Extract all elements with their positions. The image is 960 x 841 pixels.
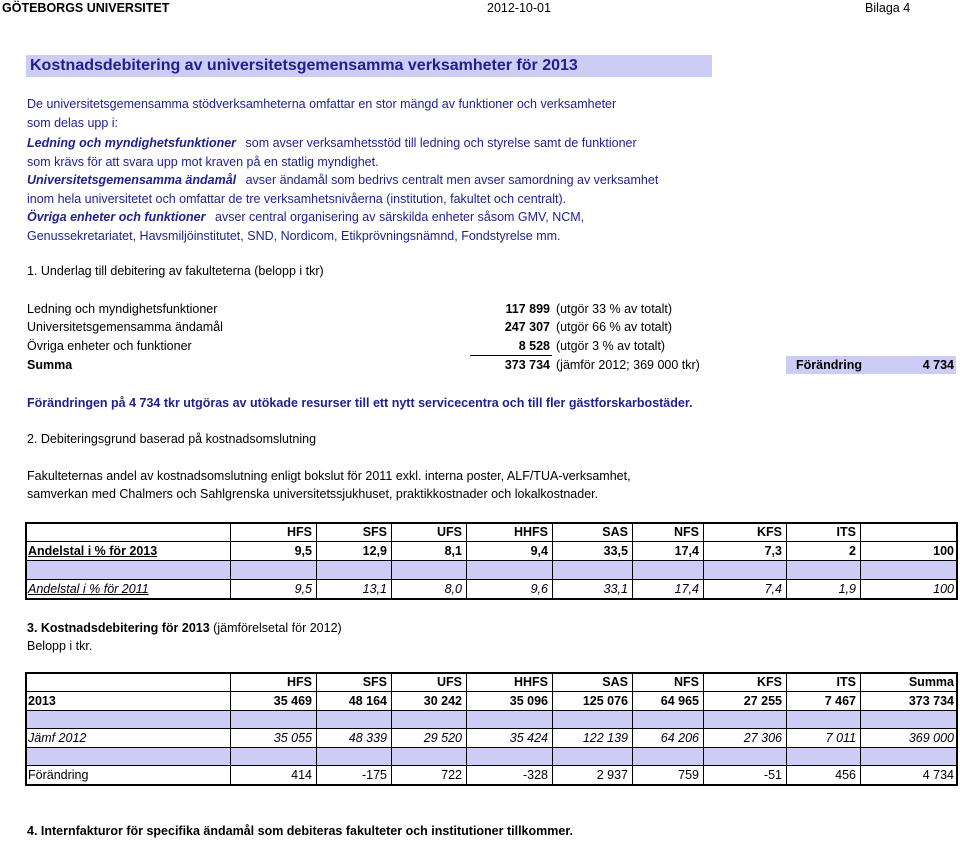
cell: 456 <box>835 768 856 782</box>
univ-paragraph <box>27 173 658 187</box>
cell: 35 469 <box>273 694 312 708</box>
section2-heading: 2. Debiteringsgrund baserad på kostnadsomslutning <box>27 432 317 446</box>
section2-text-2: samverkan med Chalmers och Sahlgrenska universitetssjukhuset, praktikkostnader och lokalkostnader. <box>27 487 599 501</box>
table-divider <box>26 691 957 692</box>
cell: 9,5 <box>294 544 312 558</box>
col-header: Summa <box>908 675 954 689</box>
section1-heading: 1. Underlag till debitering av fakulteterna (belopp i tkr) <box>27 264 324 278</box>
col-header: NFS <box>674 525 699 539</box>
cell: 125 076 <box>582 694 628 708</box>
s1-sum-label: Summa <box>27 358 73 372</box>
col-header: KFS <box>757 525 782 539</box>
intro-line-2: som delas upp i: <box>27 116 119 130</box>
s1-row-label: Övriga enheter och funktioner <box>27 339 192 353</box>
cell: -328 <box>522 768 548 782</box>
cell: 33,1 <box>603 582 628 596</box>
cell: 17,4 <box>674 582 699 596</box>
cell: 7,4 <box>764 582 782 596</box>
col-header: HHFS <box>513 675 548 689</box>
univ-desc-2: inom hela universitetet och omfattar de tre verksamhetsnivåerna (institution, fakultet och centralt). <box>27 192 567 206</box>
col-header: SAS <box>602 525 628 539</box>
cell: 100 <box>933 544 954 558</box>
cell: 4 734 <box>922 768 954 782</box>
cell: 2 <box>849 544 856 558</box>
section4-heading: 4. Internfakturor för specifika ändamål som debiteras fakulteter och institutioner tillkommer. <box>27 824 573 838</box>
cell: 35 055 <box>273 731 312 745</box>
ovriga-paragraph <box>27 210 584 224</box>
table-divider <box>26 579 957 580</box>
cell: 27 306 <box>743 731 782 745</box>
univ-term: Universitetsgemensamma ändamål <box>27 173 237 187</box>
cell: -175 <box>361 768 387 782</box>
cell: 100 <box>933 582 954 596</box>
cell: 64 965 <box>660 694 699 708</box>
s1-row-label: Ledning och myndighetsfunktioner <box>27 302 218 316</box>
univ-desc-1: avser ändamål som bedrivs centralt men avser samordning av verksamhet <box>245 173 659 187</box>
s1-sum-value: 373 734 <box>504 358 550 372</box>
col-header: SFS <box>362 525 387 539</box>
row-label: Jämf 2012 <box>28 731 87 745</box>
s1-row-note: (utgör 3 % av totalt) <box>556 339 666 353</box>
cell: 33,5 <box>603 544 628 558</box>
section3-heading <box>27 621 342 635</box>
cell: 8,1 <box>444 544 462 558</box>
cell: 30 242 <box>423 694 462 708</box>
cell: 7 011 <box>825 731 856 745</box>
cell: 35 096 <box>509 694 548 708</box>
cell: 13,1 <box>362 582 387 596</box>
cell: 722 <box>441 768 462 782</box>
table-spacer-row <box>27 748 956 765</box>
table-spacer-row <box>27 561 956 579</box>
cell: 9,5 <box>294 582 312 596</box>
row-label: Andelstal i % för 2011 <box>28 582 149 596</box>
intro-line-1: De universitetsgemensamma stödverksamheterna omfattar en stor mängd av funktioner och verksamheter <box>27 97 617 111</box>
cell: 122 139 <box>582 731 628 745</box>
s1-row-value: 117 899 <box>505 302 550 316</box>
table-divider <box>26 560 957 561</box>
section3-heading-bold: 3. Kostnadsdebitering för 2013 <box>27 621 210 635</box>
cell: 8,0 <box>444 582 462 596</box>
ovriga-desc-1: avser central organisering av särskilda enheter såsom GMV, NCM, <box>215 210 585 224</box>
section3-subheading: Belopp i tkr. <box>27 639 93 653</box>
col-header: UFS <box>437 675 462 689</box>
sum-underline <box>470 355 552 356</box>
s1-row-label: Universitetsgemensamma ändamål <box>27 320 223 334</box>
s1-sum-note: (jämför 2012; 369 000 tkr) <box>556 358 700 372</box>
change-value: 4 734 <box>922 358 954 372</box>
cell: 9,4 <box>530 544 548 558</box>
change-explanation: Förändringen på 4 734 tkr utgöras av utökade resurser till ett nytt servicecentra och till fler gästforskarbostäder. <box>27 396 693 410</box>
cell: 7 467 <box>824 694 856 708</box>
col-header: KFS <box>757 675 782 689</box>
cell: 17,4 <box>674 544 699 558</box>
cell: 7,3 <box>764 544 782 558</box>
ledning-desc-1: som avser verksamhetsstöd till ledning och styrelse samt de funktioner <box>245 136 637 150</box>
table-divider <box>26 541 957 542</box>
s1-row-value: 8 528 <box>518 339 550 353</box>
s1-row-note: (utgör 33 % av totalt) <box>556 302 673 316</box>
cell: 1,9 <box>838 582 856 596</box>
col-header: HFS <box>287 525 312 539</box>
table-spacer-row <box>27 711 956 728</box>
col-header: ITS <box>836 525 856 539</box>
document-date: 2012-10-01 <box>487 1 551 15</box>
table-divider <box>26 765 957 766</box>
col-header: HHFS <box>513 525 548 539</box>
col-header: SAS <box>602 675 628 689</box>
cell: 48 339 <box>348 731 387 745</box>
s1-row-value: 247 307 <box>504 320 550 334</box>
cell: 369 000 <box>908 731 954 745</box>
cell: 414 <box>291 768 312 782</box>
col-header: UFS <box>437 525 462 539</box>
cell: 64 206 <box>660 731 699 745</box>
cell: 48 164 <box>348 694 387 708</box>
cell: 27 255 <box>743 694 782 708</box>
university-name: GÖTEBORGS UNIVERSITET <box>2 1 170 15</box>
cell: 12,9 <box>362 544 387 558</box>
cell: 373 734 <box>908 694 954 708</box>
cell: 9,6 <box>530 582 548 596</box>
table-divider <box>26 728 957 729</box>
col-header: NFS <box>674 675 699 689</box>
cell: 2 937 <box>596 768 628 782</box>
section3-heading-normal: (jämförelsetal för 2012) <box>213 621 342 635</box>
cell: 29 520 <box>423 731 462 745</box>
attachment-label: Bilaga 4 <box>865 1 911 15</box>
cell: -51 <box>763 768 782 782</box>
col-header: HFS <box>287 675 312 689</box>
ovriga-desc-2: Genussekretariatet, Havsmiljöinstitutet, SND, Nordicom, Etikprövningsnämnd, Fondstyrelse mm. <box>27 229 561 243</box>
cell: 35 424 <box>509 731 548 745</box>
ledning-desc-2: som krävs för att svara upp mot kraven på en statlig myndighet. <box>27 155 379 169</box>
cell: 759 <box>678 768 699 782</box>
col-header: ITS <box>836 675 856 689</box>
page-title: Kostnadsdebitering av universitetsgemensamma verksamheter för 2013 <box>30 57 578 74</box>
row-label: 2013 <box>28 694 56 708</box>
row-label: Förändring <box>28 768 89 782</box>
ovriga-term: Övriga enheter och funktioner <box>27 210 206 224</box>
ledning-term: Ledning och myndighetsfunktioner <box>27 136 237 150</box>
section2-text-1: Fakulteternas andel av kostnadsomslutning enligt bokslut för 2011 exkl. interna poster, ALF/TUA-verksamhet, <box>27 469 631 483</box>
col-header: SFS <box>362 675 387 689</box>
s1-row-note: (utgör 66 % av totalt) <box>556 320 673 334</box>
row-label: Andelstal i % för 2013 <box>28 544 158 558</box>
change-label: Förändring <box>796 358 862 372</box>
ledning-paragraph <box>27 136 637 150</box>
